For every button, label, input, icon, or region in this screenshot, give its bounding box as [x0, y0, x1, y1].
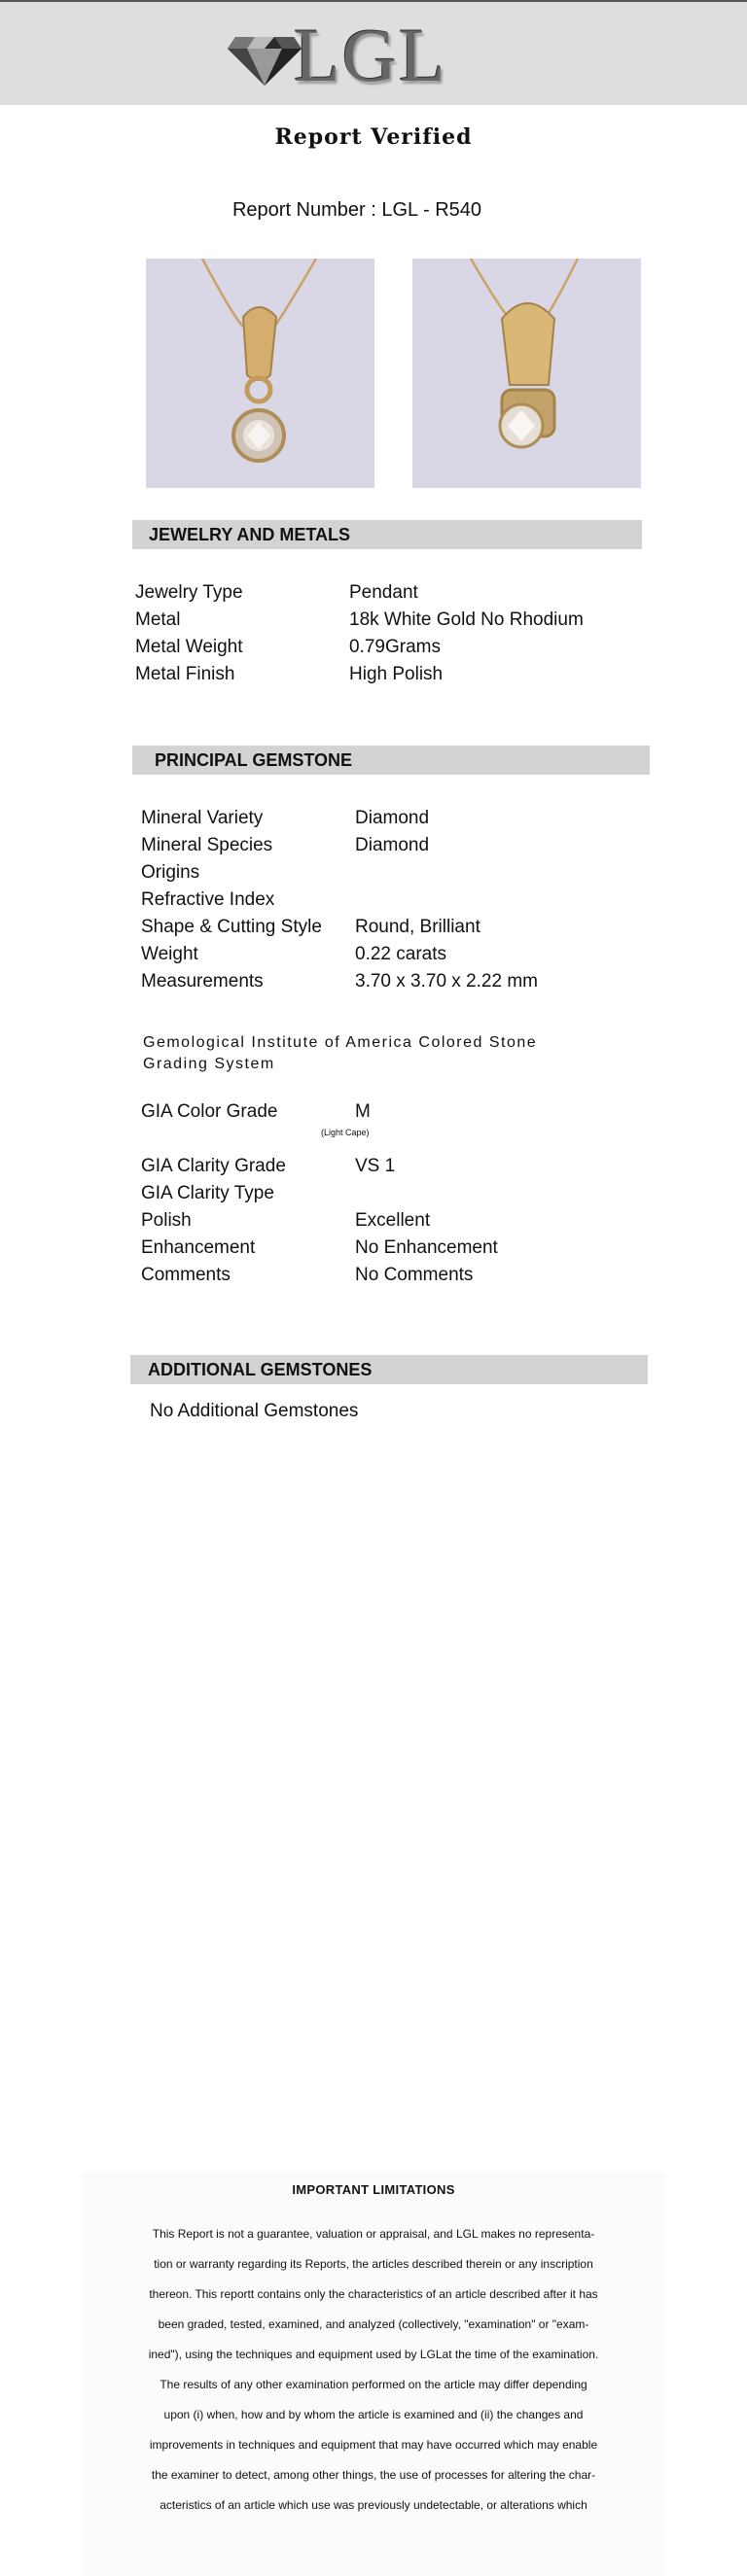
logo-text: LGL [294, 13, 447, 97]
row-value: No Comments [355, 1265, 474, 1285]
row-value: 3.70 x 3.70 x 2.22 mm [355, 971, 538, 992]
row-label: Refractive Index [141, 889, 275, 910]
row-label: Mineral Variety [141, 808, 264, 828]
row-label: Enhancement [141, 1237, 256, 1258]
diamond-icon [226, 19, 303, 87]
row-label: Origins [141, 862, 200, 883]
row-value: Diamond [355, 808, 430, 828]
limitations-line: improvements in techniques and equipment that may have occurred which may enable [149, 2438, 598, 2452]
row-value: 0.79Grams [349, 637, 441, 657]
row-label: Shape & Cutting Style [141, 917, 322, 937]
lgl-logo[interactable] [226, 13, 479, 97]
row-value: High Polish [349, 664, 444, 684]
color-grade-note: (Light Cape) [321, 1128, 370, 1137]
row-label: Polish [141, 1210, 192, 1231]
pendant-photo-front [146, 259, 374, 488]
section-additional-heading [130, 1355, 648, 1384]
important-limitations [82, 2173, 665, 2576]
pendant-photo-side [412, 259, 641, 488]
row-value: 18k White Gold No Rhodium [349, 609, 584, 630]
row-value: Excellent [355, 1210, 431, 1231]
limitations-line: thereon. This reportt contains only the characteristics of an article described after it has [149, 2287, 598, 2301]
report-number: Report Number : LGL - R540 [231, 199, 482, 221]
section-principal-heading [132, 746, 650, 775]
row-value: M [355, 1101, 371, 1122]
row-value: Diamond [355, 835, 430, 855]
row-value: 0.22 carats [355, 944, 446, 964]
limitations-line: upon (i) when, how and by whom the article is examined and (ii) the changes and [163, 2408, 584, 2421]
limitations-line: The results of any other examination performed on the article may differ depending [160, 2378, 587, 2391]
limitations-heading: IMPORTANT LIMITATIONS [292, 2182, 455, 2197]
row-value: No Enhancement [355, 1237, 498, 1258]
row-value: VS 1 [355, 1156, 396, 1176]
row-label: GIA Color Grade [141, 1101, 278, 1122]
section-jewelry-title: JEWELRY AND METALS [149, 525, 351, 544]
row-label: GIA Clarity Grade [141, 1156, 286, 1176]
limitations-line: tion or warranty regarding its Reports, the articles described therein or any inscription [154, 2257, 593, 2271]
limitations-line: ined"), using the techniques and equipment used by LGLat the time of the examination. [148, 2348, 599, 2361]
section-jewelry-heading [132, 520, 642, 549]
no-additional-gemstones: No Additional Gemstones [150, 1401, 359, 1421]
header-bar [0, 0, 747, 105]
row-label: Mineral Species [141, 835, 273, 855]
row-label: Metal Finish [135, 664, 235, 684]
row-label: Metal [135, 609, 181, 630]
row-label: Comments [141, 1265, 231, 1285]
row-value: Round, Brilliant [355, 917, 480, 937]
limitations-line: acteristics of an article which use was previously undetectable, or alterations which [160, 2498, 587, 2512]
limitations-line: This Report is not a guarantee, valuation or appraisal, and LGL makes no representa- [152, 2227, 595, 2241]
row-label: GIA Clarity Type [141, 1183, 274, 1203]
section-additional-title: ADDITIONAL GEMSTONES [148, 1360, 373, 1379]
row-value: Pendant [349, 582, 418, 603]
row-label: Jewelry Type [135, 582, 243, 603]
section-principal-title: PRINCIPAL GEMSTONE [155, 750, 353, 770]
limitations-line: been graded, tested, examined, and analyzed (collectively, "examination" or "exam- [158, 2317, 589, 2331]
page-title: Report Verified [274, 124, 473, 150]
row-label: Weight [141, 944, 198, 964]
gia-grading-system: Gemological Institute of America Colored Stone Grading System [143, 1034, 538, 1072]
limitations-line: the examiner to detect, among other things, the use of processes for altering the char- [151, 2468, 596, 2482]
row-label: Measurements [141, 971, 264, 992]
row-label: Metal Weight [135, 637, 243, 657]
